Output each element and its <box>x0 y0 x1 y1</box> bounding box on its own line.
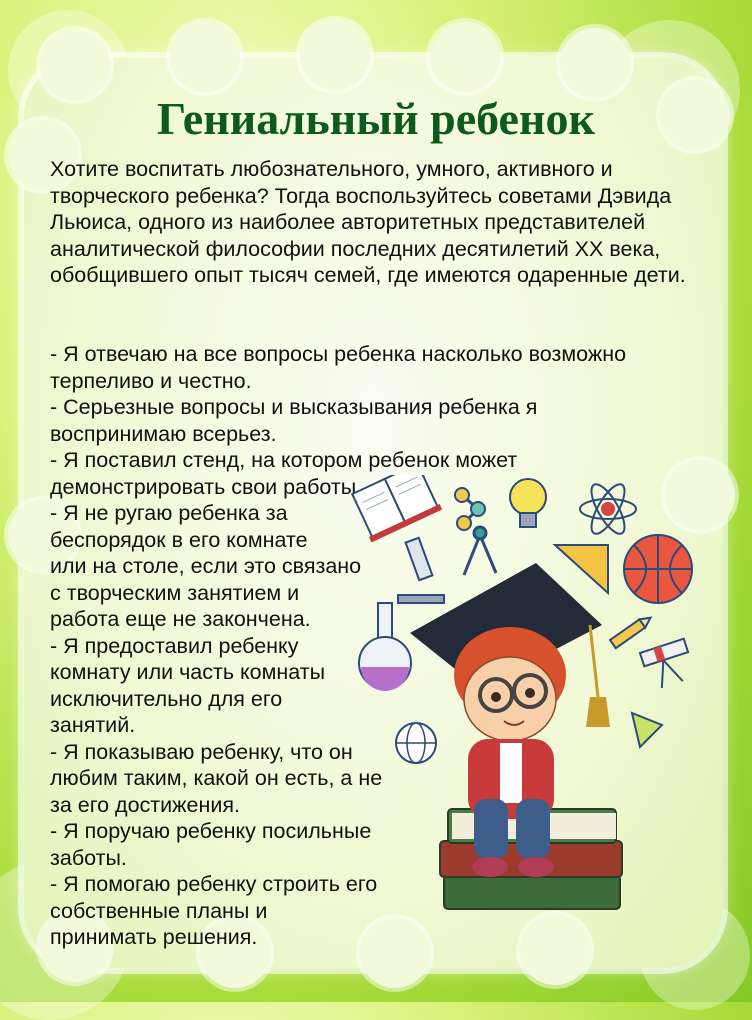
flask-icon <box>359 603 411 691</box>
pencil-icon <box>610 614 653 649</box>
tip-item: - Я показываю ребенку, что он любим таким, какой он есть, а не за его достижения. <box>50 739 383 817</box>
intro-paragraph: Хотите воспитать любознательного, умного, активного и творческого ребенка? Тогда воспользуйтесь советами Дэвида Льюиса, одного из наиболее авторитетных представителей аналитической философии последних десятилетий XX века, обобщившего опыт тысяч семей, где имеются одаренные дети. <box>50 157 686 287</box>
tip-item: - Я поручаю ребенку посильные заботы. <box>50 819 372 870</box>
tip-item: - Я отвечаю на все вопросы ребенка насколько возможно терпеливо и честно. <box>50 342 627 393</box>
frame-scallop <box>300 20 370 90</box>
ruler-icon <box>555 545 608 593</box>
tip-item: - Я поставил стенд, на котором ребенок может демонстрировать свои работы. <box>50 448 518 499</box>
frame-scallop <box>560 28 630 98</box>
microscope-icon <box>398 538 444 603</box>
basketball-icon <box>624 535 692 603</box>
tip-item: - Я помогаю ребенку строить его собственные планы и принимать решения. <box>50 872 378 949</box>
tip-item: - Я предоставил ребенку комнату или часть комнаты исключительно для его занятий. <box>50 633 326 737</box>
telescope-icon <box>640 639 696 691</box>
boy-illustration <box>340 475 720 915</box>
tip-item: - Я не ругаю ребенка за беспорядок в его комнате или на столе, если это связано с творческим занятием и работа еще не закончена. <box>50 501 362 631</box>
page-title: Гениальный ребенок <box>157 93 595 144</box>
molecule-icon <box>455 488 485 530</box>
light-bulb-icon <box>510 479 546 527</box>
globe-icon <box>396 723 436 763</box>
frame-scallop <box>430 22 500 92</box>
tip-item: - Серьезные вопросы и высказывания ребенка я воспринимаю всерьез. <box>50 395 538 446</box>
frame-scallop <box>40 30 110 100</box>
open-book-icon <box>350 475 443 542</box>
triangle-ruler-icon <box>632 713 662 747</box>
frame-scallop <box>170 22 240 92</box>
compass-icon <box>464 527 496 575</box>
atom-icon <box>580 480 636 538</box>
